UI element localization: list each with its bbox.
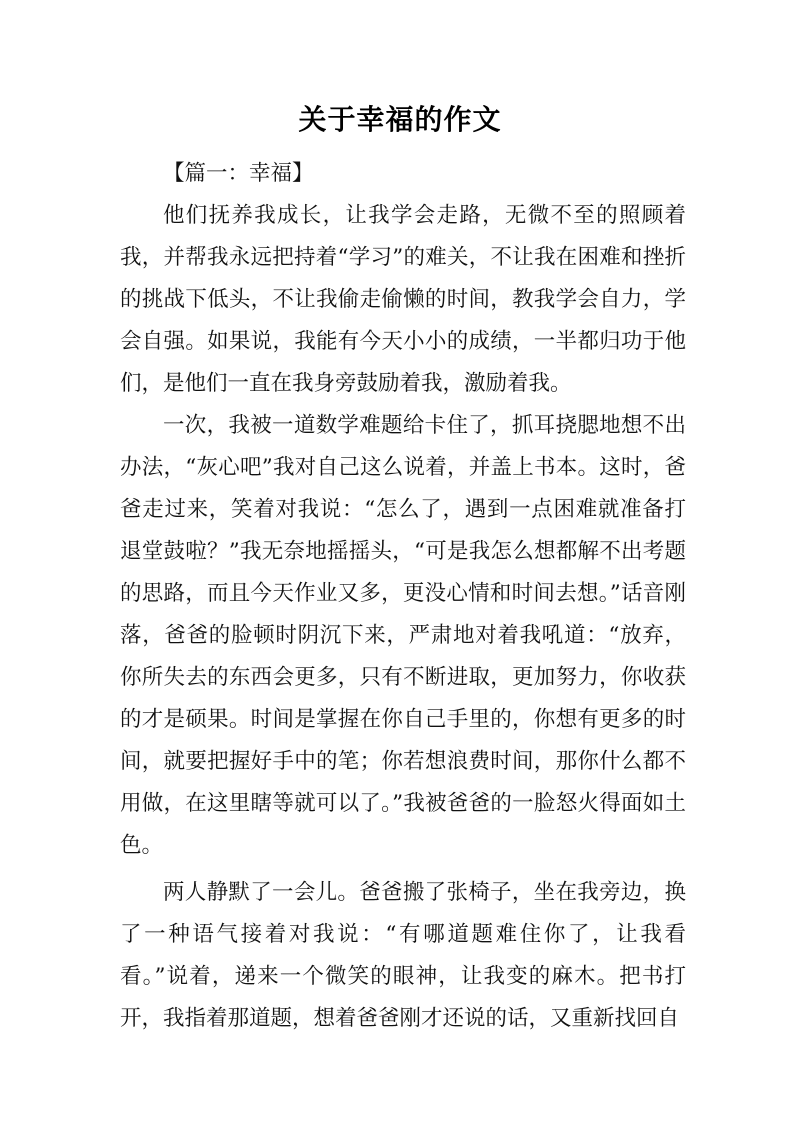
paragraph-1: 他们抚养我成长，让我学会走路，无微不至的照顾着我，并帮我永远把持着“学习”的难关，不让我在困难和挫折的挑战下低头，不让我偷走偷懒的时间，教我学会自力，学会自强。如果说，我能有今天小小的成绩，一半都归功于他们，是他们一直在我身旁鼓励着我，激励着我。 <box>120 203 686 396</box>
section-heading: 【篇一：幸福】 <box>163 161 314 186</box>
paragraph-3: 两人静默了一会儿。爸爸搬了张椅子，坐在我旁边，换了一种语气接着对我说：“有哪道题难住你了，让我看看。”说着，递来一个微笑的眼神，让我变的麻木。把书打开，我指着那道题，想着爸爸刚才还说的话，又重新找回自 <box>120 880 686 1031</box>
paragraph-2: 一次，我被一道数学难题给卡住了，抓耳挠腮地想不出办法，“灰心吧”我对自己这么说着，并盖上书本。这时，爸爸走过来，笑着对我说：“怎么了，遇到一点困难就准备打退堂鼓啦？”我无奈地摇摇头，“可是我怎么想都解不出考题的思路，而且今天作业又多，更没心情和时间去想。”话音刚落，爸爸的脸顿时阴沉下来，严肃地对着我吼道：“放弃，你所失去的东西会更多，只有不断进取，更加努力，你收获的才是硕果。时间是掌握在你自己手里的，你想有更多的时间，就要把握好手中的笔；你若想浪费时间，那你什么都不用做，在这里瞎等就可以了。”我被爸爸的一脸怒火得面如土色。 <box>120 413 686 858</box>
document-body <box>120 153 686 1040</box>
document-title: 关于幸福的作文 <box>298 103 502 136</box>
